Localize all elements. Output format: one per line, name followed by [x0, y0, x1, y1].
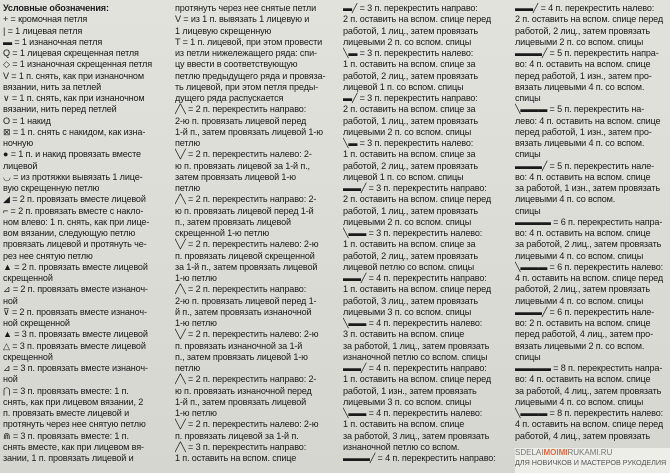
legend-line: перед работой, 4 лиц., затем про-: [515, 329, 653, 340]
legend-line: изнаночной петлю со вспом. спицы: [343, 351, 488, 362]
legend-line: работой, 3 лиц., затем провязать: [343, 295, 478, 306]
legend-line: 4 п. оставить на вспом. спице перед: [515, 273, 663, 283]
legend-line: работой, 2 лиц., затем провязать: [515, 25, 650, 36]
legend-line: вязании, нить за петлей: [3, 81, 102, 92]
legend-line: зании, 1 п. провязать лицевой и: [3, 453, 134, 463]
legend-line: лицевыми 2 п. со вспом. спицы: [343, 126, 472, 137]
legend-line: ▬▬▬╱ = 5 п. перекрестить нале-: [515, 160, 655, 171]
legend-line: ╲▬ = 3 п. перекрестить налево:: [343, 48, 474, 58]
legend-line: ▬▬▬╱ = 6 п. перекрестить нале-: [515, 306, 655, 317]
legend-line: ▬▬╱ = 4 п. перекрестить направо:: [343, 273, 487, 283]
legend-line: протянуть через нее снятую петлю: [3, 419, 146, 430]
legend-line: T = 1 п. лицевой, при этом провести: [175, 36, 323, 47]
legend-line: во: 4 п. оставить на вспом. спице: [515, 59, 651, 70]
watermark-site-part-1: SDELAI: [515, 448, 544, 457]
legend-line: лицевыми 4 п. со вспом. спицы: [515, 396, 644, 407]
legend-line: ной скрещенной: [3, 318, 70, 328]
legend-line: 1-ю петлю: [175, 273, 217, 283]
legend-line: вязать лицевыми 2 п. со вспом.: [515, 340, 645, 351]
legend-line: ▬▬╱ = 4 п. перекрестить направо:: [343, 363, 487, 373]
legend-line: протянуть через нее снятые петли: [175, 3, 317, 13]
legend-line: 1 п. оставить на вспом. спице: [343, 419, 465, 430]
legend-line: дущего ряда распускается: [175, 93, 284, 103]
legend-line: ю п. провязать изнаночной перед: [175, 385, 312, 396]
legend-line: ∨ = 1 п. снять, как при изнаночном: [3, 93, 145, 103]
legend-line: снять, как при лицевом вязании, 2: [3, 396, 144, 407]
legend-line: лицевыми 2 п. со вспом. спицы: [515, 36, 644, 47]
legend-line: ◡ = из протяжки вывязать 1 лице-: [3, 171, 143, 182]
legend-line: ▬▬╱ = 3 п. перекрестить направо:: [343, 183, 487, 193]
legend-line: 1 п. оставить на вспом. спице за: [343, 149, 476, 160]
legend-line: Q = 1 лицевая скрещенная петля: [3, 48, 139, 58]
legend-line: за работой, 4 лиц., затем провязать: [515, 385, 662, 396]
legend-line: ⌐ = 2 п. провязать вместе с накло-: [3, 205, 144, 216]
legend-line: ▲ = 3 п. провязать вместе лицевой: [3, 329, 148, 340]
legend-line: ▬▬▬▬ = 8 п. перекрестить напра-: [515, 363, 663, 373]
legend-line: спицы: [515, 205, 541, 216]
legend-line: V = из 1 п. вывязать 1 лицевую и: [175, 14, 310, 25]
legend-line: 2 п. оставить на вспом. спице перед: [343, 14, 491, 25]
legend-line: ⊠ = 1 п. снять с накидом, как изна-: [3, 126, 146, 137]
legend-line: ╲▬ = 3 п. перекрестить налево:: [343, 138, 474, 148]
legend-line: 1-ю петлю: [175, 408, 217, 418]
legend-line: ╲╱ = 2 п. перекрестить налево: 2-: [175, 149, 312, 160]
legend-line: петлю: [175, 363, 201, 373]
legend-line: V = 1 п. снять, как при изнаночном: [3, 70, 144, 81]
legend-line: + = кромочная петля: [3, 14, 88, 25]
legend-line: лицевой 1 п. со вспом. спицы: [343, 81, 464, 92]
legend-line: ▬▬▬╱ = 4 п. перекрестить направо:: [343, 453, 496, 463]
legend-line: ▬╱ = 3 п. перекрестить направо:: [343, 93, 478, 103]
legend-line: ╲▬▬ = 4 п. перекрестить налево:: [343, 318, 483, 328]
legend-line: лицевой петлю со вспом. спицы: [343, 261, 474, 272]
legend-line: из петли нижележащего ряда: спи-: [175, 48, 317, 58]
legend-line: ╱╲ = 2 п. перекрестить направо: 2-: [175, 194, 317, 205]
legend-line: ╲▬▬ = 4 п. перекрестить налево:: [343, 408, 483, 418]
legend-line: ╲▬▬▬ = 5 п. перекрестить на-: [515, 104, 645, 115]
legend-line: скрещенной 1-ю петлю: [175, 228, 269, 238]
legend-line: ⊿ = 2 п. провязать вместе изнаноч-: [3, 284, 148, 295]
legend-line: вязать лицевыми 4 п. со вспом.: [515, 81, 645, 92]
legend-line: работой, 2 лиц., затем провязать: [515, 284, 650, 295]
legend-line: ╱╲ = 2 п. перекрестить направо: 2-: [175, 374, 317, 385]
legend-line: | = 1 лицевая петля: [3, 25, 83, 36]
legend-line: п., затем провязать лицевой: [175, 216, 291, 227]
legend-line: ном влево: 1 п. снять, как при лице-: [3, 216, 150, 227]
legend-line: скрещенной: [3, 351, 53, 362]
legend-line: лицевыми 4 п. со вспом. спицы: [515, 250, 644, 261]
legend-line: ╲▬▬▬ = 6 п. перекрестить налево:: [515, 261, 664, 272]
legend-line: ть лицевой, при этом петля преды-: [175, 81, 318, 92]
legend-line: ночную: [3, 138, 34, 148]
legend-title: Условные обозначения:: [3, 3, 109, 13]
legend-line: ╱╲ = 2 п. перекрестить направо:: [175, 104, 307, 115]
legend-line: лицевыми 2 п. со вспом. спицы: [343, 36, 472, 47]
legend-line: работой, 1 изн., затем провязать: [343, 385, 477, 396]
legend-line: за работой, 1 лиц., затем провязать: [343, 340, 490, 351]
legend-line: ⊽ = 2 п. провязать вместе изнаноч-: [3, 306, 147, 317]
legend-line: работой, 4 лиц., затем провязать: [515, 430, 650, 441]
legend-line: рез нее снятую петлю: [3, 250, 93, 261]
legend-line: лицевыми 3 п. со вспом. спицы: [343, 396, 472, 407]
legend-line: ю п. провязать лицевой перед 1-й: [175, 205, 314, 216]
legend-line: й п., затем провязать изнаночной: [175, 306, 312, 317]
legend-line: п. провязать вместе лицевой и: [3, 408, 130, 418]
legend-line: 3 п. оставить на вспом. спице: [343, 329, 465, 340]
watermark-site-name: [515, 448, 670, 458]
site-watermark: [515, 448, 670, 473]
legend-line: п. провязать лицевой за 1-й п.: [175, 430, 299, 441]
legend-line: ▬▬╱ = 4 п. перекрестить налево:: [515, 3, 655, 13]
legend-line: ю п. провязать лицевой за 1-й п.,: [175, 160, 310, 171]
legend-line: ╱╲ = 2 п. перекрестить направо:: [175, 284, 307, 295]
legend-line: лицевыми 3 п. со вспом. спицы: [343, 306, 472, 317]
legend-line: ╲▬▬▬ = 8 п. перекрестить налево:: [515, 408, 664, 418]
legend-line: во: 4 п. оставить на вспом. спице: [515, 374, 651, 385]
legend-line: во: 2 п. оставить на вспом. спице: [515, 318, 651, 328]
legend-line: ⊿ = 3 п. провязать вместе изнаноч-: [3, 363, 148, 373]
legend-line: 2-ю п. провязать лицевой перед 1-: [175, 295, 317, 306]
legend-line: спицы: [515, 93, 541, 103]
legend-line: ╲╱ = 2 п. перекрестить налево: 2-ю: [175, 329, 319, 340]
legend-line: ◢ = 2 п. провязать вместе лицевой: [3, 194, 146, 205]
legend-line: △ = 3 п. провязать вместе лицевой: [3, 340, 146, 351]
legend-line: во: 4 п. оставить на вспом. спице: [515, 171, 651, 182]
legend-line: ▬╱ = 3 п. перекрестить направо:: [343, 3, 478, 13]
legend-line: 1 п. оставить на вспом. спице за: [343, 239, 476, 250]
legend-line: лицевыми 2 п. со вспом. спицы: [343, 216, 472, 227]
legend-line: ⋂ = 3 п. провязать вместе: 1 п.: [3, 385, 129, 396]
legend-line: снять вместе, как при лицевом вя-: [3, 441, 144, 452]
legend-line: 1-й п., затем провязать лицевой 1-ю: [175, 126, 323, 137]
legend-line: скрещенной: [3, 273, 53, 283]
legend-line: ной: [3, 295, 18, 306]
legend-line: п., затем провязать лицевой 1-ю: [175, 351, 308, 362]
legend-line: ной: [3, 374, 18, 385]
legend-line: 1 п. оставить на вспом. спице за: [343, 59, 476, 70]
legend-line: работой, 1 лиц., затем провязать: [343, 25, 478, 36]
legend-line: перед работой, 1 изн., затем про-: [515, 70, 652, 81]
legend-line: вую скрещенную петлю: [3, 183, 100, 193]
legend-line: петлю: [175, 138, 201, 148]
legend-line: лево: 4 п. оставить на вспом. спице: [515, 115, 661, 126]
legend-line: п. провязать лицевой скрещенной: [175, 250, 315, 261]
legend-line: петлю: [175, 183, 201, 193]
legend-line: 1 лицевую скрещенную: [175, 25, 272, 36]
legend-line: ⋒ = 3 п. провязать вместе: 1 п.: [3, 430, 129, 441]
legend-line: ▬▬▬╱ = 5 п. перекрестить напра-: [515, 48, 659, 58]
legend-line: 2 п. оставить на вспом. спице за: [343, 104, 476, 115]
legend-line: цу ввести в соответствующую: [175, 59, 298, 70]
legend-line: петлю предыдущего ряда и провяза-: [175, 70, 326, 81]
legend-column-1: [3, 3, 173, 464]
watermark-site-part-2: MOIMI: [543, 448, 568, 457]
legend-line: спицы: [515, 149, 541, 160]
legend-column-2: [175, 3, 340, 464]
legend-column-4: [515, 3, 668, 442]
legend-line: 2 п. оставить на вспом. спице перед: [343, 194, 491, 205]
legend-line: за работой, 2 лиц., затем провязать: [515, 239, 662, 250]
legend-line: O = 1 накид: [3, 115, 51, 126]
legend-line: затем провязать лицевой 1-ю: [175, 171, 296, 182]
legend-line: лицевой: [3, 160, 38, 171]
legend-line: работой, 1 лиц., затем провязать: [343, 205, 478, 216]
legend-line: за работой, 1 изн., затем провязать: [515, 183, 660, 193]
legend-line: вом вязании, следующую петлю: [3, 228, 136, 238]
legend-line: лицевой 1 п. со вспом. спицы: [343, 171, 464, 182]
legend-line: ╲▬▬ = 3 п. перекрестить налево:: [343, 228, 483, 238]
legend-line: ▬ = 1 изнаночная петля: [3, 36, 103, 47]
legend-line: 1-й п., затем провязать лицевой: [175, 396, 307, 407]
legend-line: 1-ю петлю: [175, 318, 217, 328]
legend-line: ╲╱ = 2 п. перекрестить налево: 2-ю: [175, 239, 319, 250]
legend-line: за работой, 3 лиц., затем провязать: [343, 430, 490, 441]
legend-column-3: [343, 3, 513, 464]
legend-line: 1 п. оставить на вспом. спице перед: [343, 284, 491, 295]
legend-line: ▬▬▬▬ = 6 п. перекрестить напра-: [515, 216, 663, 227]
legend-line: вязать лицевыми 4 п. со вспом.: [515, 138, 645, 148]
legend-line: спицы: [515, 351, 541, 362]
legend-line: лицевыми 4 п. со вспом. спицы: [515, 295, 644, 306]
watermark-tagline: ДЛЯ НОВИЧКОВ И МАСТЕРОВ РУКОДЕЛИЯ: [515, 458, 667, 467]
legend-line: работой, 2 лиц., затем провязать: [343, 160, 478, 171]
legend-line: п. провязать изнаночной за 1-й: [175, 340, 303, 351]
legend-line: вязании, нить перед петлей: [3, 104, 117, 115]
legend-line: во: 4 п. оставить на вспом. спице: [515, 228, 651, 238]
legend-line: 1 п. оставить на вспом. спице перед: [343, 374, 491, 385]
legend-line: ╱╲ = 3 п. перекрестить направо:: [175, 441, 307, 452]
legend-line: изнаночной петлю со вспом.: [343, 441, 460, 452]
legend-line: лицевыми 4 п. со вспом.: [515, 194, 616, 205]
legend-line: 2-ю п. провязать лицевой перед: [175, 115, 307, 126]
legend-line: ▲ = 2 п. провязать вместе лицевой: [3, 261, 148, 272]
legend-line: 1 п. оставить на вспом. спице: [175, 453, 297, 463]
legend-line: за 1-й п., затем провязать лицевой: [175, 261, 318, 272]
legend-line: работой, 2 лиц., затем провязать: [343, 250, 478, 261]
legend-line: перед работой, 1 изн., затем про-: [515, 126, 652, 137]
legend-line: работой, 2 лиц., затем провязать: [343, 70, 478, 81]
legend-line: работой, 1 лиц., затем провязать: [343, 115, 478, 126]
watermark-site-part-3: RUKAMI.RU: [567, 448, 613, 457]
legend-line: провязать лицевой и протянуть че-: [3, 239, 147, 250]
legend-line: ╲╱ = 2 п. перекрестить налево: 2-ю: [175, 419, 319, 430]
legend-line: ◇ = 1 изнаночная скрещенная петля: [3, 59, 152, 70]
legend-line: ● = 1 п. и накид провязать вместе: [3, 149, 141, 160]
legend-line: 2 п. оставить на вспом. спице перед: [515, 14, 663, 25]
legend-line: 4 п. оставить на вспом. спице перед: [515, 419, 663, 430]
